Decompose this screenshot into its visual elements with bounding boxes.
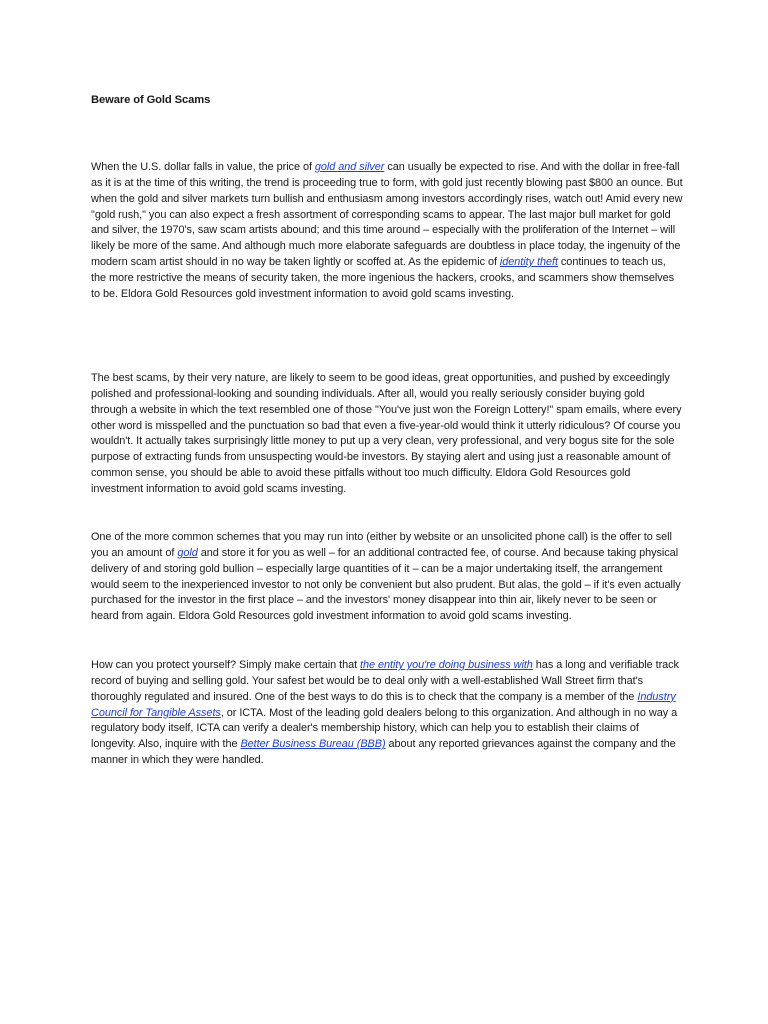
paragraph-3: [91, 530, 683, 625]
gold-and-silver-link[interactable]: gold and silver: [314, 161, 385, 173]
identity-theft-link[interactable]: identity theft: [499, 256, 558, 269]
page-title: Beware of Gold Scams: [91, 94, 211, 106]
paragraph-text: When the U.S. dollar falls in value, the price of: [91, 161, 315, 173]
paragraph-4: [91, 658, 683, 769]
gold-link[interactable]: gold: [177, 546, 198, 559]
paragraph-text: about any reported grievances against the company and the manner in which they were handled.: [91, 738, 676, 767]
paragraph-text: and store it for you as well – for an additional contracted fee, of course. And because taking physical delivery of and storing gold bullion – especially large quantities of it – can be a major undertaking itself, the arrangement would seem to the inexperienced investor to not only be convenient but also prudent. But alas, the gold – if it's even actually purchased for the investor in the first place – and the investors' money disappear into thin air, likely never to be seen or heard from again. Eldora Gold Resources gold investment information to avoid gold scams investing.: [91, 546, 681, 623]
paragraph-text: One of the more common schemes that you may run into (either by website or an unsolicited phone call) is the offer to sell you an amount of: [91, 531, 672, 559]
icta-link[interactable]: Industry Council for Tangible Assets: [91, 690, 676, 719]
bbb-link[interactable]: Better Business Bureau (BBB): [240, 738, 386, 751]
paragraph-text: How can you protect yourself? Simply make certain that: [91, 659, 361, 671]
paragraph-text: has a long and verifiable track record of buying and selling gold. Your safest bet would be to deal only with a well-established Wall Street firm that's thoroughly regulated and insured. One of the best ways to do this is to check that the company is a member of the: [91, 659, 679, 703]
paragraph-text: can usually be expected to rise. And with the dollar in free-fall as it is at the time of this writing, the trend is proceeding true to form, with gold just recently blowing past $800 an ounce. But when the gold and silver markets turn bullish and enthusiasm among investors accordingly rises, watch out! Amid every new "gold rush," you can also expect a fresh assortment of corresponding scams to appear. The last major bull market for gold and silver, the 1970's, saw scam artists abound; and this time around – especially with the proliferation of the Internet – will likely be more of the same. And although much more elaborate safeguards are doubtless in place today, the ingenuity of the modern scam artist should in no way be taken lightly or scoffed at. As the epidemic of: [91, 161, 683, 269]
entity-business-link[interactable]: the entity you're doing business with: [360, 659, 533, 671]
paragraph-text: , or ICTA. Most of the leading gold dealers belong to this organization. And although in no way a regulatory body itself, ICTA can verify a dealer's membership history, which can help you to establish their claims of longevity. Also, inquire with the: [91, 706, 678, 751]
paragraph-2: The best scams, by their very nature, are likely to seem to be good ideas, great opportunities, and pushed by exceedingly polished and professional-looking and sounding individuals. After all, would you really seriously consider buying gold through a website in which the text resembled one of those "You've just won the Foreign Lottery!" spam emails, where every other word is misspelled and the punctuation so bad that even a five-year-old would think it utterly ridiculous? Of course you wouldn't. It actually takes surprisingly little money to put up a very clean, very professional, and very bogus site for the sole purpose of extracting funds from unsuspecting would-be investors. By staying alert and using just a reasonable amount of common sense, you should be able to avoid these pitfalls without too much difficulty. Eldora Gold Resources gold investment information to avoid gold scams investing.: [91, 372, 682, 495]
paragraph-1: [91, 160, 683, 303]
paragraph-text: continues to teach us, the more restrictive the means of security taken, the more ingenious the hackers, crooks, and scammers show themselves to be. Eldora Gold Resources gold investment information to avoid gold scams investing.: [91, 256, 675, 300]
